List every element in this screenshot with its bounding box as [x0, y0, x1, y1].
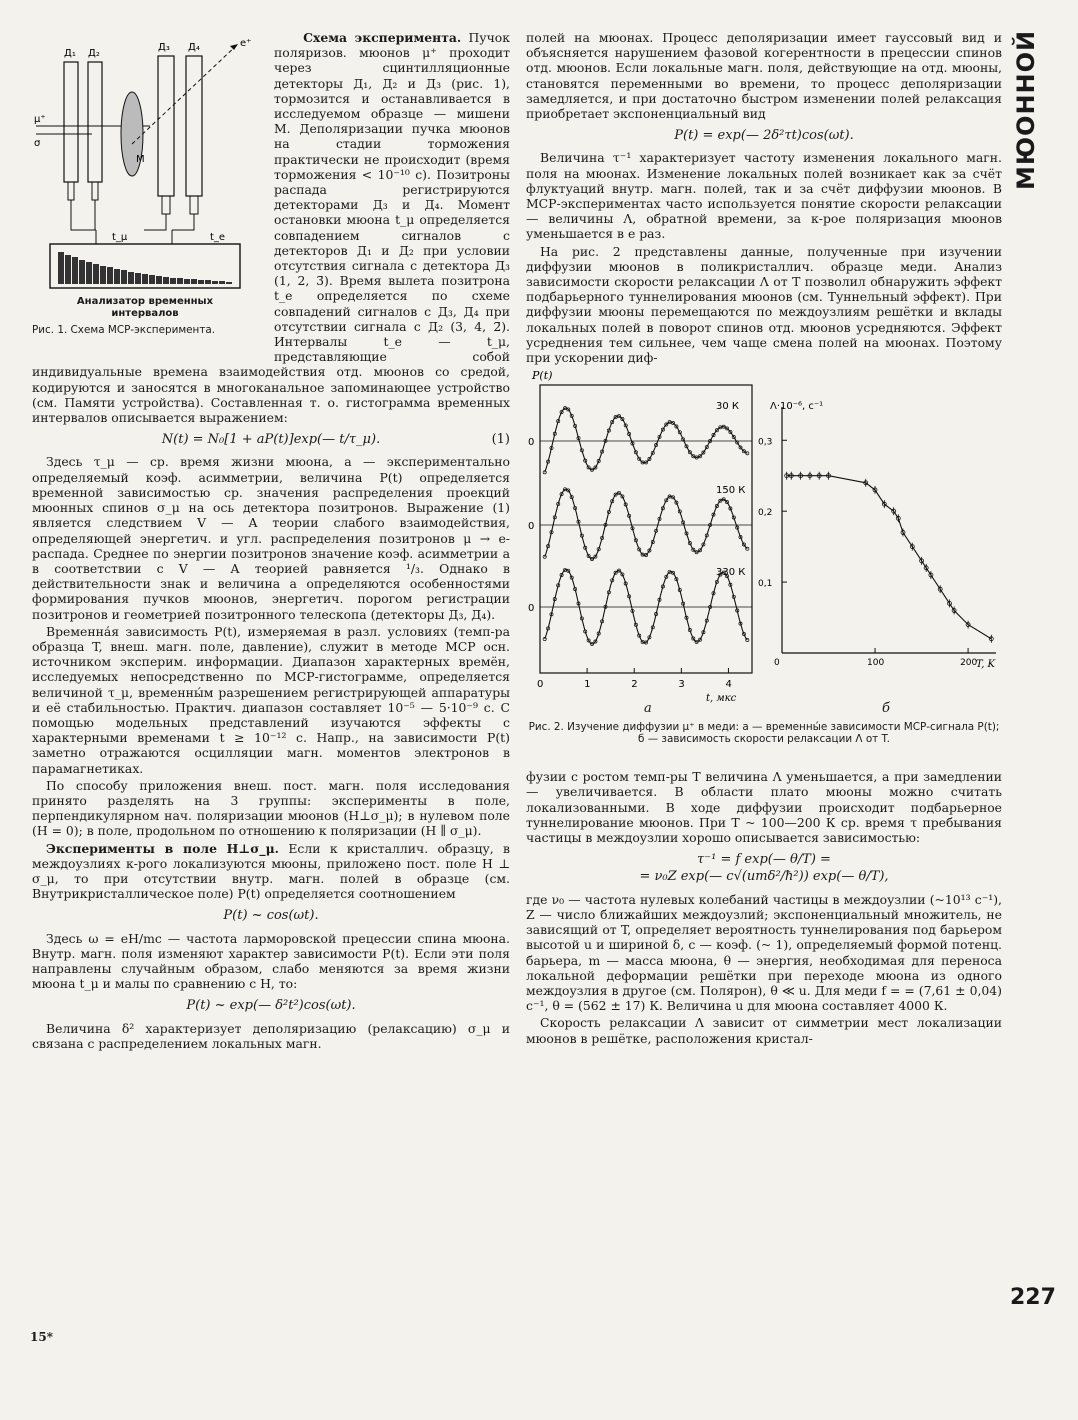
analyzer-label: Анализатор временных интервалов	[76, 296, 214, 319]
label-d3: Д₃	[158, 42, 170, 53]
paragraph: Временна́я зависимость P(t), измеряемая в разл. условиях (темп-ра образца T, внеш. магн. поле, давление), служит в методе МСР осн. источником эксперим. информации. Диапазон характерных времён, исследуемых непосредственно по МСР-гистограмме, определяется величиной τ_μ, временны́м разрешением регистрирующей аппаратуры и её стабильностью. Практич. диапазон составляет 10⁻⁵ — 5·10⁻⁹ с. С помощью модельных представлений изучаются эффекты с характерными временами t ≥ 10⁻¹² с. Напр., на зависимости P(t) заметно отражаются осцилляции магн. моментов электронов в парамагнетиках.	[32, 623, 510, 776]
series-label: 30 К	[716, 401, 740, 413]
formula-1: N(t) = N₀[1 + aP(t)]exp(— t/τ_μ). (1)	[161, 432, 510, 448]
panel-b-ylabel: Λ·10⁻⁶, с⁻¹	[770, 401, 824, 413]
label-sigma: σ	[34, 138, 41, 149]
label-muon: μ⁺	[34, 114, 46, 125]
paragraph: Скорость релаксации Λ зависит от симметрии мест локализации мюонов в решётке, расположения кристал-	[526, 1015, 1002, 1046]
formula-4: P(t) = exp(— 2δ²τt)cos(ωt).	[674, 128, 854, 144]
section-heading: Схема эксперимента.	[303, 30, 462, 45]
x-tick-label: 1	[584, 679, 591, 691]
panel-a-frame	[540, 385, 752, 673]
label-t-e: t_e	[210, 232, 226, 243]
x-tick-label: 100	[867, 658, 885, 669]
label-d2: Д₂	[88, 48, 100, 59]
footer-mark: 15*	[30, 1330, 53, 1344]
paragraph: Величина τ⁻¹ характеризует частоту изменения локального магн. поля на мюонах. Изменение локальных полей возникает как за счёт флуктуаций внутр. магн. полей, так и за счёт диффузии мюонов. В МСР-экспериментах часто используется понятие скорости релаксации — величины Λ, обратной времени, за к-рое поляризация мюонов уменьшается в e раз.	[526, 150, 1002, 242]
x-tick-label: 200	[960, 658, 978, 669]
y-tick-label: 0,2	[758, 508, 773, 519]
panel-a-label: а	[644, 701, 652, 717]
formula-5b: = ν₀Z exp(— c√(umδ²/ħ²)) exp(— θ/T),	[639, 869, 889, 885]
formula-2: P(t) ~ cos(ωt).	[223, 908, 319, 924]
formula-3: P(t) ~ exp(— δ²t²)cos(ωt).	[186, 998, 356, 1014]
paragraph: Величина δ² характеризует деполяризацию (релаксацию) σ_μ и связана с распределением локальных магн.	[32, 1020, 510, 1051]
label-target: М	[136, 154, 145, 165]
right-column	[526, 30, 1002, 1048]
data-point	[746, 639, 749, 642]
panel-a-xlabel: t, мкс	[706, 693, 737, 705]
x-tick-label: 4	[725, 679, 732, 691]
paragraph: Здесь ω = eH/mc — частота ларморовской прецессии спина мюона. Внутр. магн. поля изменяют характер зависимости P(t). Если эти поля направлены случайным образом, слабо меняются за время жизни мюона t_μ и малы по сравнению с H, то:	[32, 930, 510, 992]
figure-1	[32, 34, 264, 350]
y-tick-label: 0	[528, 437, 535, 449]
formula-5a: τ⁻¹ = f exp(— θ/T) =	[697, 852, 831, 868]
data-point	[746, 547, 749, 550]
running-head: МЮОННОЙ	[1012, 29, 1040, 190]
x-tick-label: 0	[774, 658, 780, 669]
label-positron: e⁺	[240, 38, 252, 49]
paragraph: На рис. 2 представлены данные, полученные при изучении диффузии мюонов в поликристаллич. образце меди. Анализ зависимости скорости релаксации Λ от T позволил обнаружить эффект подбарьерного туннелирования мюонов (см. Туннельный эффект). При диффузии мюоны перемещаются по междоузлиям решётки и вклады локальных полей в поворот спинов отд. мюонов усредняются. Эффект усреднения тем сильнее, чем чаще смена полей на мюонах. Поэтому при ускорении диф-	[526, 243, 1002, 366]
x-tick-label: 3	[678, 679, 685, 691]
paragraph: полей на мюонах. Процесс деполяризации имеет гауссовый вид и объясняется нарушением фазовой когерентности в прецессии спинов отд. мюонов. Если локальные магн. поля, действующие на отд. мюоны, становятся переменными во времени, то процесс деполяризации замедляется, и при достаточно быстром изменении полей релаксация приобретает экспоненциальный вид	[526, 30, 1002, 122]
paragraph: Здесь τ_μ — ср. время жизни мюона, a — экспериментально определяемый коэф. асимметрии, величина P(t) определяется временной зависимостью ср. значения распределения проекций мюонных спинов σ_μ на ось детектора позитронов. Выражение (1) является следствием V — A теории слабого взаимодействия, определяющей энергетич. и угл. распределения позитронов μ → e-распада. Среднее по энергии позитронов значение коэф. асимметрии a в соответствии с V — A теорией равняется ¹/₃. Однако в действительности знак и величина a определяются особенностями формирования пучков мюонов, энергетич. порогом регистрации позитронов и геометрией позитронного телескопа (детекторы Д₃, Д₄).	[32, 454, 510, 622]
y-tick-label: 0,1	[758, 579, 773, 590]
series-line	[545, 408, 748, 472]
page-number: 227	[1010, 1285, 1056, 1310]
section-heading: Эксперименты в поле H⊥σ_μ.	[46, 840, 280, 856]
label-t-mu: t_μ	[112, 232, 128, 243]
label-d4: Д₄	[188, 42, 200, 53]
left-column	[32, 30, 510, 1053]
paragraph: где ν₀ — частота нулевых колебаний частицы в междоузлии (~10¹³ с⁻¹), Z — число ближайших междоузлий; экспоненциальный множитель, не зависящий от T, определяет вероятность туннелирования под барьером высотой u и шириной δ, c — коэф. (~ 1), определяемый формой потенц. барьера, m — масса мюона, θ — энергия, необходимая для переноса локальной деформации решётки при переходе мюона из одного междоузлия в другое (см. Полярон), θ ≪ u. Для меди f = = (7,61 ± 0,04) с⁻¹, θ = (562 ± 17) К. Величина u для мюона составляет 4000 К.	[526, 891, 1002, 1014]
y-tick-label: 0	[528, 521, 535, 533]
y-tick-label: 0	[528, 603, 535, 615]
paragraph: По способу приложения внеш. пост. магн. поля исследования принято разделять на 3 группы: эксперименты в поле, перпендикулярном нач. поляризации мюонов (H⊥σ_μ); в нулевом поле (H = 0); в поле, продольном по отношению к поляризации (H ∥ σ_μ).	[32, 777, 510, 839]
figure-2-caption: Рис. 2. Изучение диффузии μ⁺ в меди: а — временны́е зависимости МСР-сигнала P(t); б — зависимость скорости релаксации Λ от T.	[528, 721, 1000, 746]
fit-curve	[787, 476, 992, 639]
formula-number: (1)	[491, 432, 510, 448]
series-label: 330 К	[716, 567, 746, 579]
x-tick-label: 0	[537, 679, 544, 691]
experiment-scheme-diagram	[32, 34, 264, 290]
series-line	[545, 489, 748, 559]
paragraph: Эксперименты в поле H⊥σ_μ. Если к кристаллич. образцу, в междоузлиях к-рого локализуются мюоны, приложено пост. поле H ⊥ σ_μ, то при отсутствии внутр. магн. полей в образце (см. Внутрикристаллическое поле) P(t) определяется соотношением	[32, 840, 511, 902]
figure-2-charts	[526, 371, 1002, 711]
x-tick-label: 2	[631, 679, 638, 691]
histogram	[58, 252, 232, 284]
paragraph: фузии с ростом темп-ры T величина Λ уменьшается, а при замедлении — увеличивается. В области плато мюоны можно считать локализованными. В ходе диффузии происходит подбарьерное туннелирование мюонов. При T ~ 100—200 К ср. время τ пребывания частицы в междоузлии хорошо описывается зависимостью:	[526, 769, 1002, 846]
paragraph: Схема эксперимента. Пучок поляризов. мюонов μ⁺ проходит через сцинтилляционные детекторы Д₁, Д₂ и Д₃ (рис. 1), тормозится и останавливается в исследуемом образце — мишени М. Деполяризации пучка мюонов на стадии торможения практически не происходит (время торможения < 10⁻¹⁰ с). Позитроны распада регистрируются детекторами Д₃ и Д₄. Момент остановки мюона t_μ определяется совпадением сигналов с детекторов Д₁ и Д₂ при условии отсутствия сигнала с детектора Д₃ (1, 2, 3̄). Время вылета позитрона t_e определяется по схеме совпадений сигналов с Д₃, Д₄ при отсутствии сигнала с Д₂ (3, 4, 2̄). Интервалы t_e — t_μ, представляющие собой индивидуальные времена взаимодействия отд. мюонов со средой, кодируются и заносятся в многоканальное запоминающее устройство (см. Памяти устройства). Составленная т. о. гистограмма временных интервалов описывается выражением:	[32, 30, 510, 426]
panel-a-ylabel: P(t)	[532, 371, 553, 383]
series-label: 150 К	[716, 485, 746, 497]
label-d1: Д₁	[64, 48, 76, 59]
panel-b-label: б	[882, 701, 890, 717]
figure-1-caption: Рис. 1. Схема МСР-эксперимента.	[32, 324, 216, 336]
y-tick-label: 0,3	[758, 437, 773, 448]
figure-2	[526, 371, 1002, 763]
panel-b-xlabel: T, K	[976, 659, 996, 671]
